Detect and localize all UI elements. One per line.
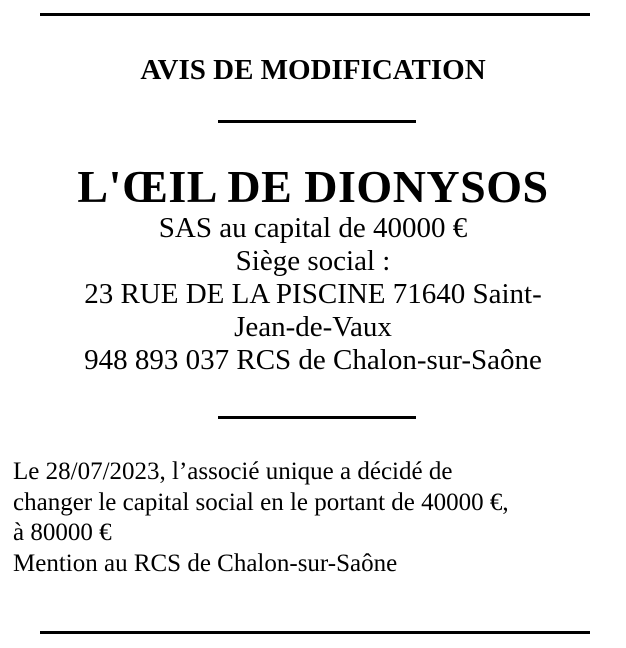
address-line-1: 23 RUE DE LA PISCINE 71640 Saint-	[84, 278, 542, 310]
body-line: changer le capital social en le portant de 40000 €,	[13, 488, 509, 516]
bottom-divider	[40, 631, 590, 634]
company-info	[20, 212, 606, 377]
notice-heading: AVIS DE MODIFICATION	[140, 54, 486, 86]
body-line: Le 28/07/2023, l’associé unique a décidé de	[13, 458, 453, 485]
body-line: Mention au RCS de Chalon-sur-Saône	[13, 549, 398, 577]
top-divider	[40, 13, 590, 16]
legal-form: SAS au capital de 40000 €	[158, 212, 468, 244]
notice-body	[13, 457, 618, 579]
heading-divider	[218, 120, 416, 123]
address-line-2: Jean-de-Vaux	[234, 311, 392, 343]
info-divider	[218, 416, 416, 419]
seat-label: Siège social :	[235, 245, 391, 277]
company-name: L'ŒIL DE DIONYSOS	[77, 161, 549, 212]
registration: 948 893 037 RCS de Chalon-sur-Saône	[84, 344, 542, 376]
body-line: à 80000 €	[13, 519, 112, 546]
